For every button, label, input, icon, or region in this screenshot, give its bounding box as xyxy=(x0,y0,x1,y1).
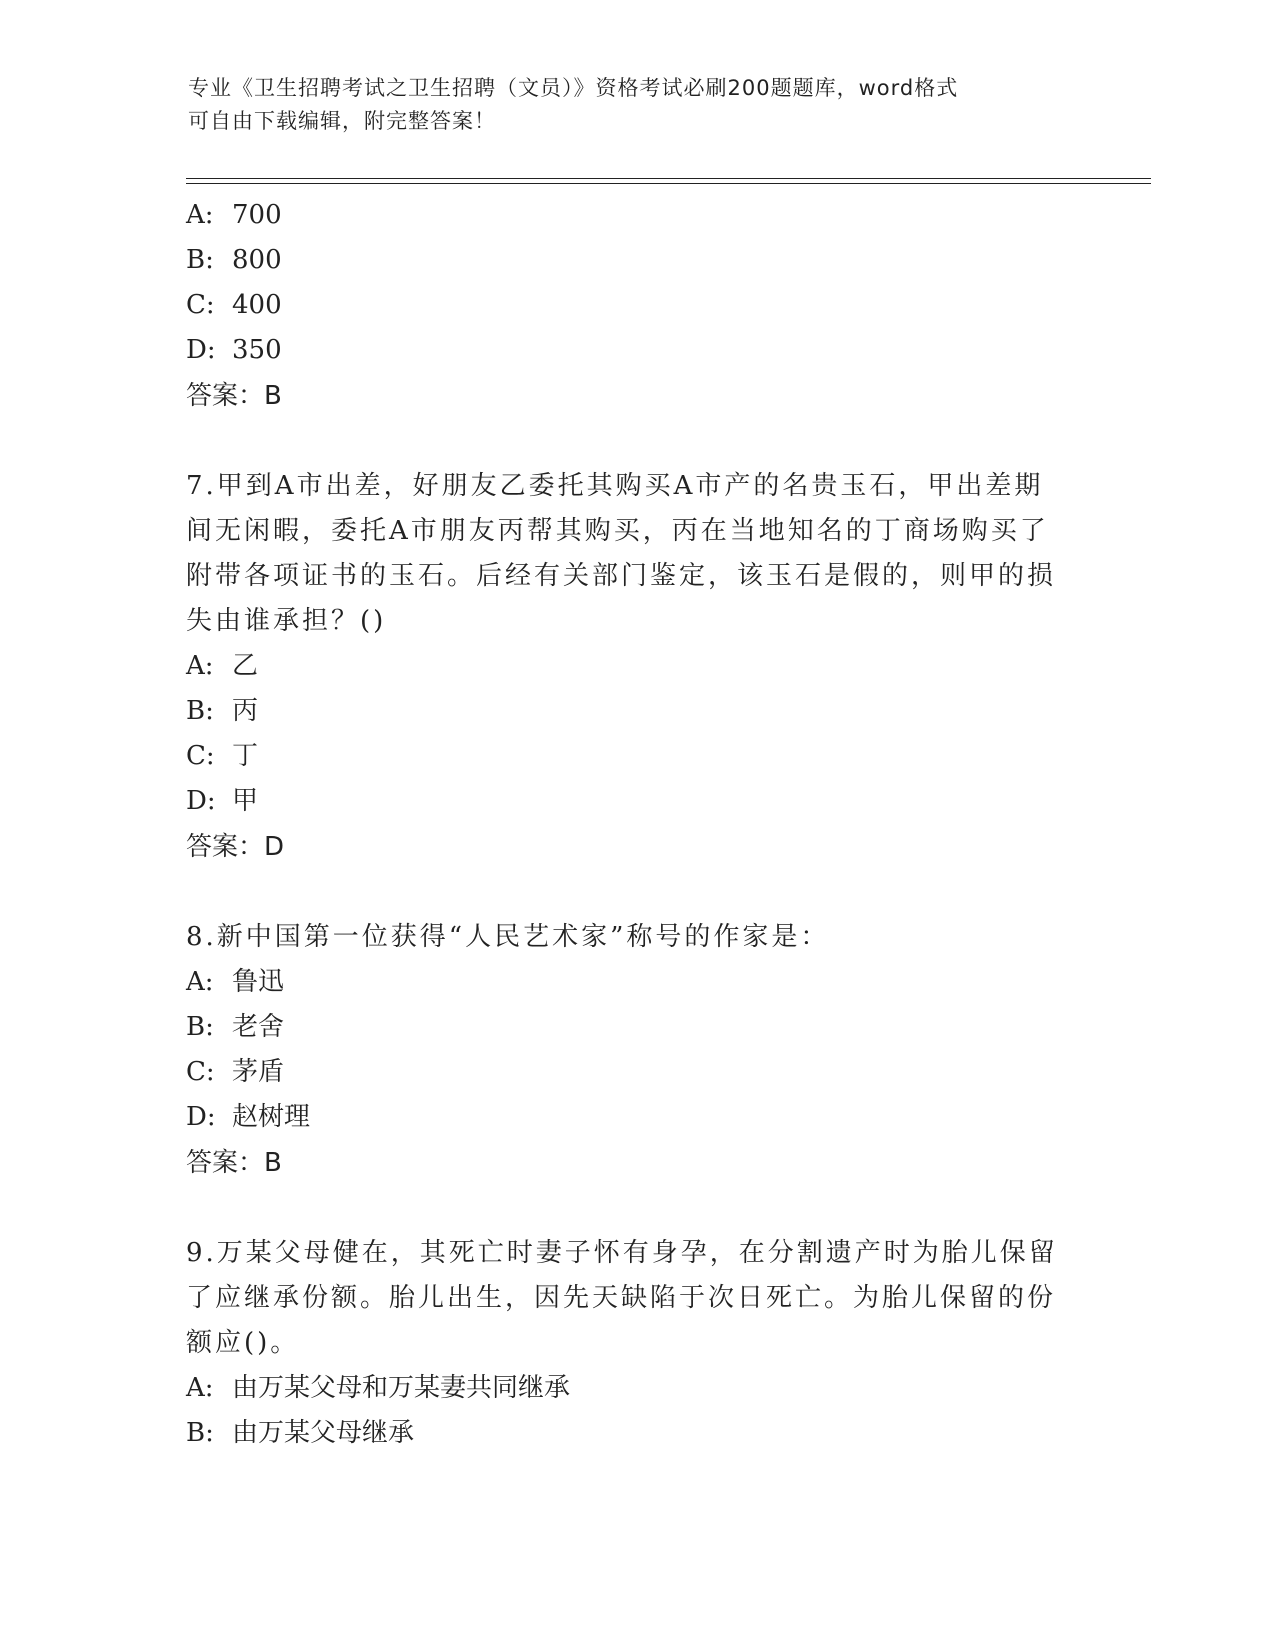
option-b: B: 由万某父母继承 xyxy=(186,1418,415,1448)
option-b: B: 800 xyxy=(186,245,282,275)
question-stem: 8.新中国第一位获得“人民艺术家”称号的作家是： xyxy=(186,922,830,952)
option-a: A: 700 xyxy=(186,200,282,230)
question-8 xyxy=(186,915,1086,1186)
option-a: A: 由万某父母和万某妻共同继承 xyxy=(186,1373,571,1403)
option-a: A: 鲁迅 xyxy=(186,967,285,997)
document-header xyxy=(188,72,1088,138)
option-b: B: 丙 xyxy=(186,696,259,726)
option-d: D: 甲 xyxy=(186,786,259,816)
header-rule-bottom xyxy=(186,183,1151,184)
spacer xyxy=(186,419,1086,464)
question-stem: 9.万某父母健在，其死亡时妻子怀有身孕，在分割遗产时为胎儿保留 了应继承份额。胎儿出生，因先天缺陷于次日死亡。为胎儿保留的份 额应()。 xyxy=(186,1238,1058,1358)
answer: 答案：B xyxy=(186,381,282,411)
option-a: A: 乙 xyxy=(186,651,259,681)
option-d: D: 350 xyxy=(186,335,282,365)
header-line-1: 专业《卫生招聘考试之卫生招聘（文员）》资格考试必刷200题题库，word格式 xyxy=(188,76,959,100)
question-7 xyxy=(186,464,1086,870)
header-rule-top xyxy=(186,178,1151,179)
option-c: C: 400 xyxy=(186,290,282,320)
spacer xyxy=(186,870,1086,915)
option-b: B: 老舍 xyxy=(186,1012,285,1042)
option-c: C: 丁 xyxy=(186,741,259,771)
spacer xyxy=(186,1186,1086,1231)
question-stem: 7.甲到A市出差，好朋友乙委托其购买A市产的名贵玉石，甲出差期 间无闲暇，委托A市朋友丙帮其购买，丙在当地知名的丁商场购买了 附带各项证书的玉石。后经有关部门鉴定，该玉石是假的，则甲的损 失由谁承担？() xyxy=(186,471,1057,636)
answer: 答案：B xyxy=(186,1148,282,1178)
question-9 xyxy=(186,1231,1086,1456)
option-d: D: 赵树理 xyxy=(186,1102,311,1132)
answer: 答案：D xyxy=(186,832,285,862)
header-line-2: 可自由下载编辑，附完整答案！ xyxy=(188,109,496,133)
question-list xyxy=(186,193,1086,1456)
option-c: C: 茅盾 xyxy=(186,1057,285,1087)
question-6 xyxy=(186,193,1086,419)
